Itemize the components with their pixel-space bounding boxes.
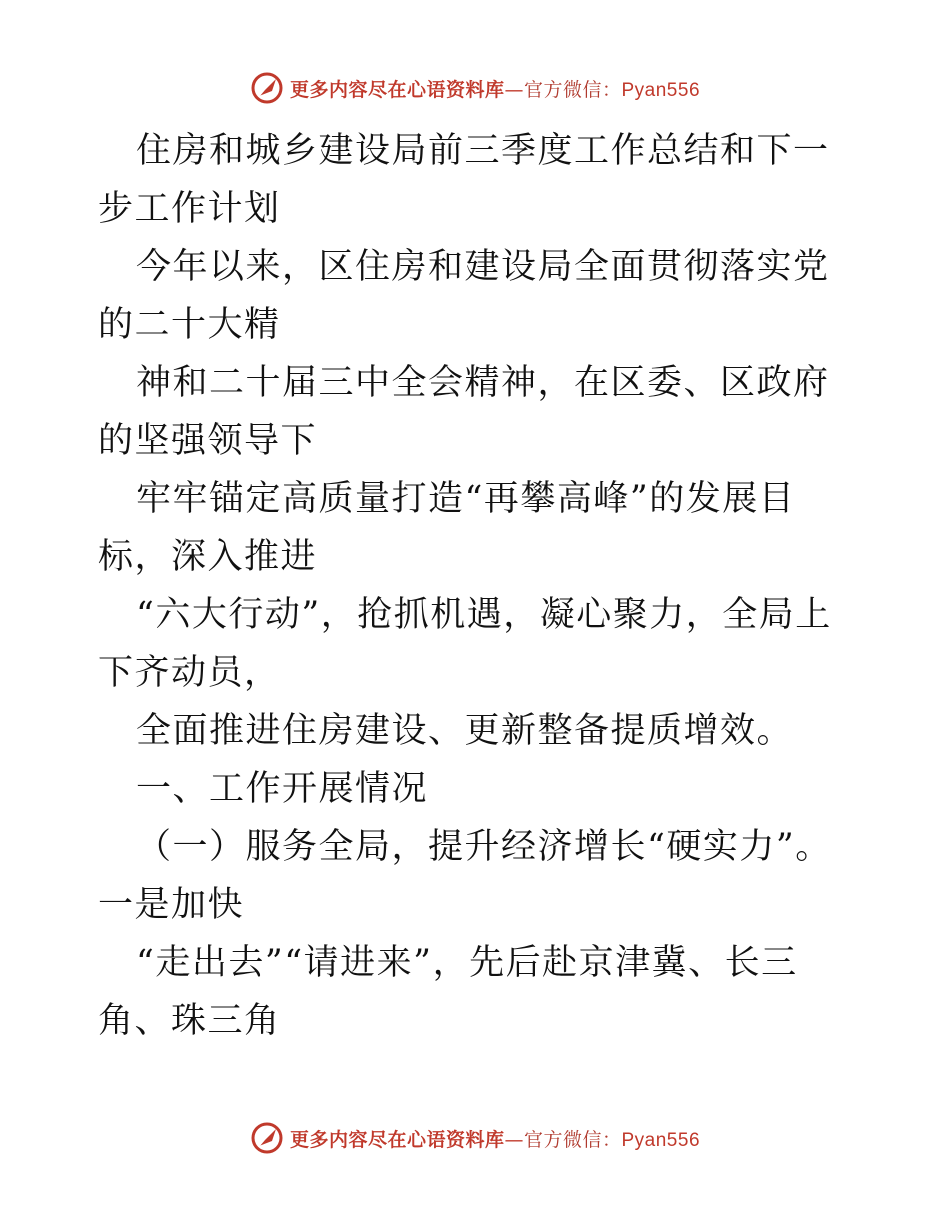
watermark-text xyxy=(290,1125,700,1152)
watermark-official: 官方微信： xyxy=(523,1128,622,1151)
quill-logo-icon xyxy=(250,1121,284,1155)
paragraph: 神和二十届三中全会精神，在区委、区政府的坚强领导下 xyxy=(98,363,830,461)
paragraph: 牢牢锚定高质量打造“再攀高峰”的发展目标，深入推进 xyxy=(98,479,796,577)
watermark-text xyxy=(290,75,700,102)
document-title: 住房和城乡建设局前三季度工作总结和下一步工作计划 xyxy=(98,131,830,229)
watermark-brand: 更多内容尽在心语资料库 xyxy=(289,1128,505,1151)
watermark-header xyxy=(0,68,950,108)
paragraph: 全面推进住房建设、更新整备提质增效。 xyxy=(136,711,794,751)
quill-logo-icon xyxy=(250,71,284,105)
section-heading: 一、工作开展情况 xyxy=(136,769,429,809)
paragraph: （一）服务全局，提升经济增长“硬实力”。一是加快 xyxy=(98,827,832,925)
document-body xyxy=(98,122,858,1050)
watermark-official: 官方微信： xyxy=(523,78,622,101)
watermark-brand: 更多内容尽在心语资料库 xyxy=(289,78,505,101)
paragraph: 今年以来，区住房和建设局全面贯彻落实党的二十大精 xyxy=(98,247,830,345)
watermark-separator: — xyxy=(504,78,524,101)
watermark-footer xyxy=(0,1118,950,1158)
watermark-handle: Pyan556 xyxy=(621,1129,701,1151)
watermark-separator: — xyxy=(504,1128,524,1151)
watermark-handle: Pyan556 xyxy=(621,79,701,101)
paragraph: “走出去”“请进来”，先后赴京津冀、长三角、珠三角 xyxy=(98,943,798,1041)
paragraph: “六大行动”，抢抓机遇，凝心聚力，全局上下齐动员， xyxy=(98,595,832,693)
